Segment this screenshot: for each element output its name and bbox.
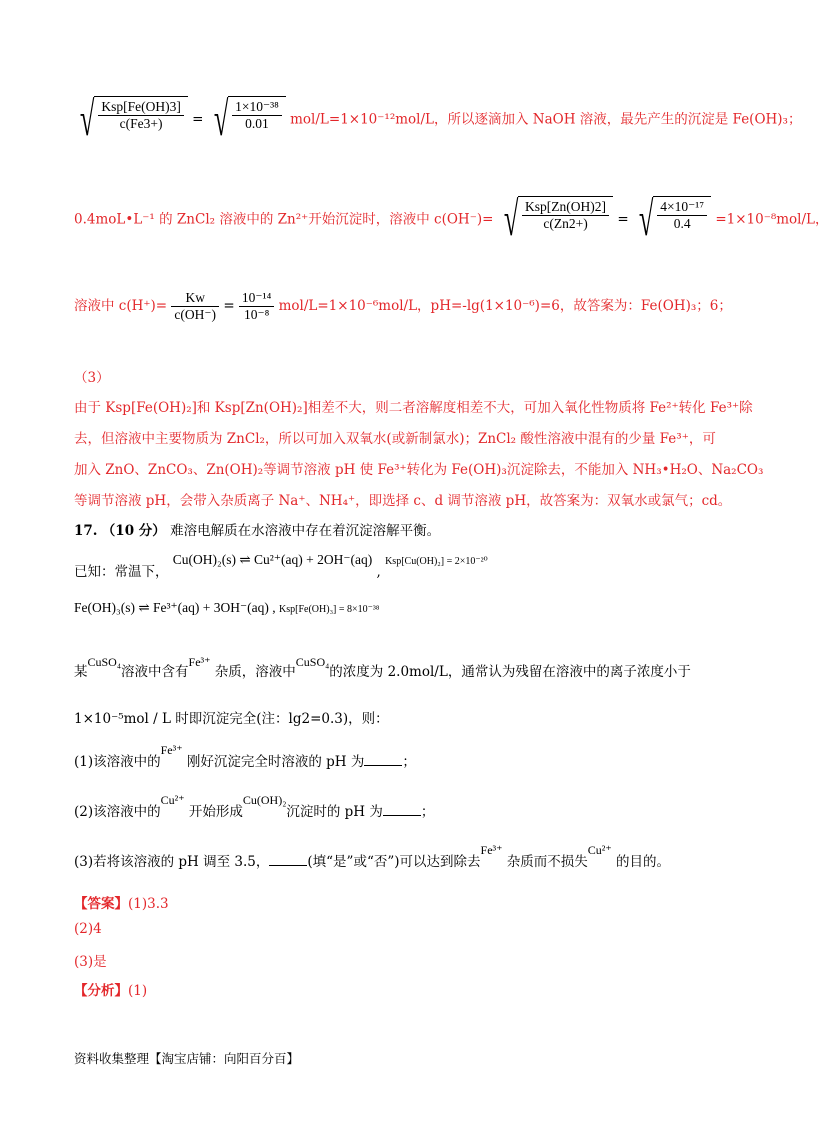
question-number: 17. (74, 523, 98, 539)
q2-text-b: 开始形成 (188, 804, 243, 820)
ksp-fe-value: Ksp[Fe(OH)₃] = 8×10⁻³⁸ (279, 604, 380, 615)
sqrt-ksp-zn: √ $\frac{\text{Ksp[Zn(OH)2]}}{c(Zn2+)}$ (498, 196, 613, 244)
ksp-zn-numerator: Ksp[Zn(OH)2] (522, 199, 609, 216)
oh-denominator: c(OH⁻) (174, 307, 217, 322)
ksp-cu-value: Ksp[Cu(OH)₂] = 2×10⁻²⁰ (385, 556, 488, 567)
sub-question-2 (74, 793, 435, 820)
zn-value-denominator: 0.4 (673, 216, 691, 231)
cu-equilibrium: Cu(OH)₂(s) ⇌ Cu²⁺(aq) + 2OH⁻(aq) (172, 552, 373, 567)
answer-1: (1)3.3 (128, 896, 169, 912)
zn-result-text: =1×10⁻⁸mol/L， (715, 211, 829, 228)
fe-equilibrium: Fe(OH)₃(s) ⇌ Fe³⁺(aq) + 3OH⁻(aq) (74, 600, 269, 615)
zn-conc-denominator: c(Zn2+) (543, 216, 588, 231)
q1-text-b: 刚好沉淀完全时溶液的 pH 为 (186, 754, 365, 770)
part3-label: （3） (74, 370, 110, 386)
kw-fraction (171, 290, 219, 323)
zn-value-numerator: 4×10⁻¹⁷ (657, 199, 707, 216)
q3-text-a: (3)若将该溶液的 pH 调至 3.5， (74, 854, 270, 870)
sqrt-ksp-fe: √ $\frac{\text{Ksp[Fe(OH)3]}}{c(Fe3+)}$ (74, 96, 188, 144)
answer-2: (2)4 (74, 921, 102, 937)
fe3-ion-q1: Fe³⁺ (160, 743, 183, 757)
sqrt-value-zn: √ $\frac{\text{4×10⁻¹⁷}}{0.4}$ (633, 196, 711, 244)
answer-blank-1[interactable] (364, 765, 402, 766)
q1-end: ； (402, 754, 416, 770)
kw-value-numerator: 10⁻¹⁴ (239, 290, 274, 307)
cuoh2-formula: Cu(OH)₂ (242, 793, 287, 807)
part3-line-1: 由于 Ksp[Fe(OH)₂]和 Ksp[Zn(OH)₂]相差不大，则二者溶解度相差不大，可加入氧化性物质将 Fe²⁺转化 Fe³⁺除 (74, 400, 753, 416)
zn-intro-text: 0.4moL•L⁻¹ 的 ZnCl₂ 溶液中的 Zn²⁺开始沉淀时，溶液中 c(OH⁻)= (74, 211, 494, 228)
q2-text-a: (2)该溶液中的 (74, 804, 161, 820)
part3-line-3: 加入 ZnO、ZnCO₃、Zn(OH)₂等调节溶液 pH 使 Fe³⁺转化为 Fe(OH)₃沉淀除去，不能加入 NH₃•H₂O、Na₂CO₃ (74, 462, 764, 478)
ph-intro-text: 溶液中 c(H⁺)= (74, 298, 168, 314)
cond-d: 的浓度为 2.0mol/L，通常认为残留在溶液中的离子浓度小于 (329, 664, 691, 680)
question-intro: 难溶电解质在水溶液中存在着沉淀溶解平衡。 (170, 523, 441, 539)
kw-numerator: Kw (171, 290, 219, 307)
value-numerator: 1×10⁻³⁸ (232, 99, 282, 116)
answer-blank-2[interactable] (383, 815, 421, 816)
analysis-line (74, 979, 147, 999)
known-line: 已知：常温下， Cu(OH)₂(s) ⇌ Cu²⁺(aq) + 2OH⁻(aq) , $^{Ksp[Cu(OH)_2] = 2\times 10^{-20}}$ (74, 552, 488, 580)
condition-line (74, 655, 691, 680)
cond-c: 杂质，溶液中 (214, 664, 296, 680)
answer-line-1 (74, 892, 169, 912)
cond-b: 溶液中含有 (121, 664, 189, 680)
fe3-ion: Fe³⁺ (188, 655, 211, 669)
calc-zn-line: 0.4moL•L⁻¹ 的 ZnCl₂ 溶液中的 Zn²⁺开始沉淀时，溶液中 c(OH⁻)= √ $\frac{\text{Ksp[Zn(OH)2]}}{c(Zn2+)}$ = √ $\frac{\text{4×10⁻¹⁷}}{0.4}$ =1×10⁻⁸mol/L， (74, 193, 829, 246)
q3-text-b: (填“是”或“否”)可以达到除去 (307, 854, 481, 870)
question-17-header (74, 519, 440, 539)
q3-text-c: 杂质而不损失 (506, 854, 588, 870)
cond-a: 某 (74, 664, 88, 680)
fe3-ion-q3: Fe³⁺ (480, 843, 503, 857)
fe-equilibrium-line: Fe(OH)₃(s) ⇌ Fe³⁺(aq) + 3OH⁻(aq) , Ksp[Fe(OH)₃] = 8×10⁻³⁸ (74, 600, 380, 615)
calc-fe-oh-line: √ $\frac{\text{Ksp[Fe(OH)3]}}{c(Fe3+)}$ = √ $\frac{\text{1×10⁻³⁸}}{0.01}$ mol/L=1×10⁻¹²mol/L，所以逐滴加入 NaOH 溶液，最先产生的沉淀是 Fe(OH)₃； (74, 96, 801, 144)
value-denominator: 0.01 (245, 116, 269, 131)
question-score: （10 分） (101, 523, 166, 539)
part3-line-4: 等调节溶液 pH，会带入杂质离子 Na⁺、NH₄⁺，即选择 c、d 调节溶液 pH，故答案为：双氧水或氯气；cd。 (74, 493, 732, 509)
cu2-ion-q3: Cu²⁺ (587, 843, 612, 857)
known-label: 已知：常温下， (74, 564, 169, 580)
calc-fe-text: mol/L=1×10⁻¹²mol/L，所以逐滴加入 NaOH 溶液，最先产生的沉淀是 Fe(OH)₃； (290, 111, 802, 128)
page-footer: 资料收集整理【淘宝店铺：向阳百分百】 (74, 1051, 300, 1066)
q2-end: ； (420, 804, 435, 820)
analysis-text: (1) (128, 983, 148, 999)
cuso4-formula: CuSO₄ (87, 655, 122, 669)
sub-question-1 (74, 743, 416, 770)
answer-blank-3[interactable] (269, 865, 307, 866)
ksp-fe-numerator: Ksp[Fe(OH)3] (98, 99, 183, 116)
cu2-ion: Cu²⁺ (160, 793, 185, 807)
cuso4-formula-2: CuSO₄ (295, 655, 330, 669)
sqrt-value-fe: √ $\frac{\text{1×10⁻³⁸}}{0.01}$ (208, 96, 286, 144)
answer-3: (3)是 (74, 954, 107, 970)
kw-value-denominator: 10⁻⁸ (243, 307, 270, 322)
q3-text-d: 的目的。 (616, 854, 670, 870)
calc-ph-line: 溶液中 c(H⁺)= $\frac{Kw}{c(OH^-)}$ = $\frac{\text{10⁻¹⁴}}{\text{10⁻⁸}}$ mol/L=1×10⁻⁶mol/L，pH=-lg(1×10⁻⁶)=6，故答案为：Fe(OH)₃；6； (74, 290, 732, 322)
kw-value-fraction (239, 290, 274, 323)
ph-result-text: mol/L=1×10⁻⁶mol/L，pH=-lg(1×10⁻⁶)=6，故答案为：Fe(OH)₃；6； (278, 298, 732, 314)
part3-line-2: 去，但溶液中主要物质为 ZnCl₂，所以可加入双氧水(或新制氯水)；ZnCl₂ 酸性溶液中混有的少量 Fe³⁺，可 (74, 431, 716, 447)
sub-question-3 (74, 843, 670, 870)
q1-text-a: (1)该溶液中的 (74, 754, 161, 770)
answer-label: 【答案】 (74, 896, 128, 912)
analysis-label: 【分析】 (74, 983, 128, 999)
condition-line-2: 1×10⁻⁵mol / L 时即沉淀完全(注：lg2=0.3)，则： (74, 711, 389, 727)
fe-conc-denominator: c(Fe3+) (119, 116, 163, 131)
q2-text-c: 沉淀时的 pH 为 (286, 804, 383, 820)
